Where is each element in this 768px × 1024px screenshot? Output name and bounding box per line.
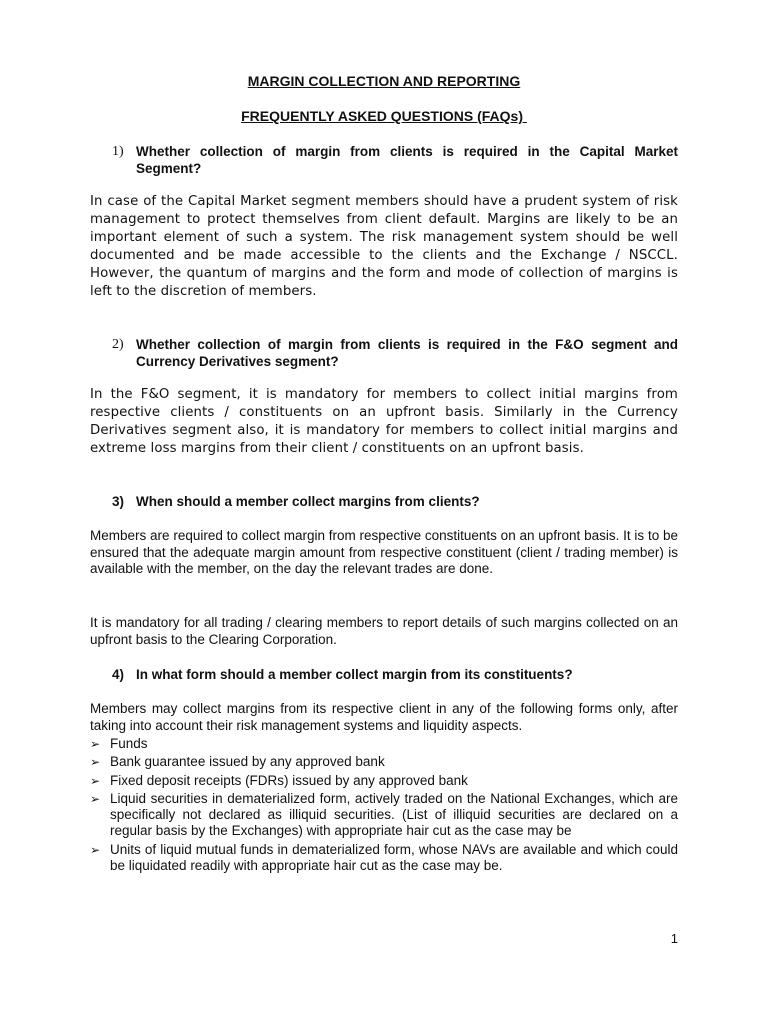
list-item	[90, 791, 678, 840]
answer-2: In the F&O segment, it is mandatory for members to collect initial margins from respective clients / constituents on an upfront basis. Similarly in the Currency Derivatives segment also, it is mandatory for members to collect initial margins and extreme loss margins from their client / constituents on an upfront basis.	[90, 387, 678, 456]
answer-4: Members may collect margins from its respective client in any of the following forms only, after taking into account their risk management systems and liquidity aspects.	[90, 701, 678, 733]
answer-1: In case of the Capital Market segment members should have a prudent system of risk management to protect themselves from client default. Margins are likely to be an important element of such a system. The risk management system should be well documented and be made accessible to the clients and the Exchange / NSCCL. However, the quantum of margins and the form and mode of collection of margins is left to the discretion of members.	[90, 194, 678, 299]
document-title: MARGIN COLLECTION AND REPORTING	[247, 73, 521, 89]
question-text: When should a member collect margins from clients?	[136, 494, 480, 509]
question-number: 1)	[112, 144, 124, 159]
question-2	[112, 336, 678, 370]
page-number: 1	[670, 931, 678, 946]
arrow-bullet-icon: ➢	[90, 755, 101, 770]
answer-3-paragraph-2: It is mandatory for all trading / clearing members to report details of such margins collected on an upfront basis to the Clearing Corporation.	[90, 615, 678, 647]
list-item-text: Funds	[110, 736, 148, 751]
question-1	[112, 143, 678, 177]
list-item	[90, 842, 678, 875]
list-item-text: Fixed deposit receipts (FDRs) issued by any approved bank	[110, 772, 468, 788]
margin-forms-list	[90, 736, 678, 876]
list-item-text: Units of liquid mutual funds in dematerialized form, whose NAVs are available and which could be liquidated readily with appropriate hair cut as the case may be.	[110, 841, 678, 874]
question-number: 3)	[112, 494, 125, 509]
answer-3-paragraph-1: Members are required to collect margin from respective constituents on an upfront basis. It is to be ensured that the adequate margin amount from respective constituent (client / trading member) is available with the member, on the day the relevant trades are done.	[90, 528, 678, 576]
arrow-bullet-icon: ➢	[90, 737, 101, 751]
question-number: 4)	[112, 667, 125, 682]
arrow-bullet-icon: ➢	[90, 773, 101, 788]
arrow-bullet-icon: ➢	[90, 842, 101, 857]
list-item	[90, 754, 678, 770]
list-item	[90, 773, 678, 789]
question-text: Whether collection of margin from clients is required in the Capital Market Segment?	[136, 144, 678, 176]
arrow-bullet-icon: ➢	[90, 791, 101, 806]
question-number: 2)	[112, 337, 124, 352]
question-text: In what form should a member collect margin from its constituents?	[136, 667, 573, 682]
list-item-text: Bank guarantee issued by any approved bank	[110, 754, 385, 770]
question-text: Whether collection of margin from clients is required in the F&O segment and Currency Derivatives segment?	[136, 337, 678, 369]
question-3	[112, 493, 678, 510]
list-item	[90, 736, 678, 752]
list-item-text: Liquid securities in dematerialized form, actively traded on the National Exchanges, which are specifically not declared as illiquid securities. (List of illiquid securities are declared on a regular basis by the Exchanges) with appropriate hair cut as the case may be	[110, 790, 678, 839]
document-subtitle: FREQUENTLY ASKED QUESTIONS (FAQs)	[241, 108, 527, 124]
question-4	[112, 666, 678, 683]
